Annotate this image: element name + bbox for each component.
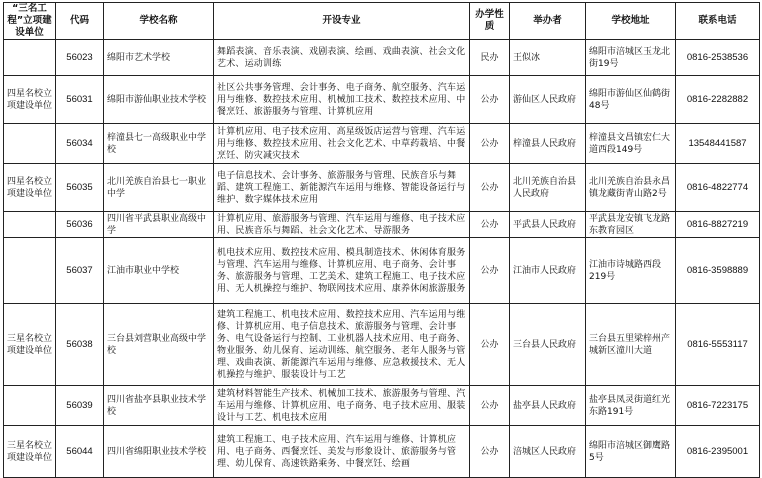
table-row (4, 76, 760, 124)
address-cell: 绵阳市涪城区玉龙北街19号 (586, 40, 676, 76)
address-cell: 绵阳市涪城区御鹰路5号 (586, 426, 676, 478)
phone-cell: 0816-8827219 (676, 212, 760, 238)
phone-cell: 0816-2282882 (676, 76, 760, 124)
majors-cell: 计算机应用、旅游服务与管理、汽车运用与维修、电子技术应用、民族音乐与舞蹈、社会文化艺术、导游服务 (214, 212, 470, 238)
header-nature: 办学性质 (470, 3, 510, 40)
phone-cell: 0816-5553117 (676, 304, 760, 386)
phone-cell: 13548441587 (676, 124, 760, 164)
majors-cell: 机电技术应用、数控技术应用、模具制造技术、休闲体育服务与管理、汽车运用与维修、计算机应用、电子商务、会计事务、旅游服务与管理、工艺美术、建筑工程施工、电子技术应用、无人机操控与维护、物联网技术应用、康养休闲旅游服务 (214, 238, 470, 304)
school-name-cell: 北川羌族自治县七一职业中学 (104, 164, 214, 212)
school-name-cell: 江油市职业中学校 (104, 238, 214, 304)
nature-cell: 公办 (470, 238, 510, 304)
unit-cell (4, 124, 56, 164)
organizer-cell: 江油市人民政府 (510, 238, 586, 304)
code-cell: 56031 (56, 76, 104, 124)
table-row (4, 426, 760, 478)
code-cell: 56038 (56, 304, 104, 386)
nature-cell: 公办 (470, 386, 510, 426)
phone-cell: 0816-3598889 (676, 238, 760, 304)
school-name-cell: 绵阳市游仙职业技术学校 (104, 76, 214, 124)
code-cell: 56039 (56, 386, 104, 426)
table-row (4, 40, 760, 76)
unit-cell: 三星名校立项建设单位 (4, 426, 56, 478)
nature-cell: 公办 (470, 124, 510, 164)
organizer-cell: 游仙区人民政府 (510, 76, 586, 124)
nature-cell: 公办 (470, 304, 510, 386)
organizer-cell: 盐亭县人民政府 (510, 386, 586, 426)
table-row (4, 386, 760, 426)
table-header-row (4, 3, 760, 40)
header-phone: 联系电话 (676, 3, 760, 40)
header-code: 代码 (56, 3, 104, 40)
code-cell: 56036 (56, 212, 104, 238)
unit-cell: 四星名校立项建设单位 (4, 76, 56, 124)
nature-cell: 公办 (470, 164, 510, 212)
school-name-cell: 绵阳市艺术学校 (104, 40, 214, 76)
address-cell: 梓潼县文昌镇宏仁大道西段149号 (586, 124, 676, 164)
code-cell: 56044 (56, 426, 104, 478)
address-cell: 平武县龙安镇飞龙路东教育园区 (586, 212, 676, 238)
school-name-cell: 四川省平武县职业高级中学 (104, 212, 214, 238)
header-unit: “三名工程”立项建设单位 (4, 3, 56, 40)
nature-cell: 公办 (470, 76, 510, 124)
school-name-cell: 三台县刘营职业高级中学校 (104, 304, 214, 386)
majors-cell: 社区公共事务管理、会计事务、电子商务、航空服务、汽车运用与维修、数控技术应用、机械加工技术、数控技术应用、中餐烹饪、旅游服务与管理、计算机应用 (214, 76, 470, 124)
school-name-cell: 四川省绵阳职业技术学校 (104, 426, 214, 478)
organizer-cell: 北川羌族自治县人民政府 (510, 164, 586, 212)
organizer-cell: 梓潼县人民政府 (510, 124, 586, 164)
phone-cell: 0816-2538536 (676, 40, 760, 76)
header-majors: 开设专业 (214, 3, 470, 40)
unit-cell: 三星名校立项建设单位 (4, 304, 56, 386)
header-name: 学校名称 (104, 3, 214, 40)
table-row (4, 124, 760, 164)
phone-cell: 0816-2395001 (676, 426, 760, 478)
phone-cell: 0816-7223175 (676, 386, 760, 426)
unit-cell: 四星名校立项建设单位 (4, 164, 56, 212)
unit-cell (4, 238, 56, 304)
organizer-cell: 平武县人民政府 (510, 212, 586, 238)
majors-cell: 建筑工程施工、电子技术应用、汽车运用与维修、计算机应用、电子商务、西餐烹饪、美发与形象设计、旅游服务与管理、幼儿保育、高速铁路乘务、中餐烹饪、绘画 (214, 426, 470, 478)
unit-cell (4, 386, 56, 426)
unit-cell (4, 212, 56, 238)
code-cell: 56034 (56, 124, 104, 164)
majors-cell: 计算机应用、电子技术应用、高星级饭店运营与管理、汽车运用与维修、数控技术应用、社会文化艺术、中草药栽培、中餐烹饪、防灾减灾技术 (214, 124, 470, 164)
table-row (4, 212, 760, 238)
school-table (3, 2, 760, 478)
nature-cell: 民办 (470, 40, 510, 76)
table-row (4, 304, 760, 386)
organizer-cell: 三台县人民政府 (510, 304, 586, 386)
address-cell: 北川羌族自治县永昌镇龙藏街青山路2号 (586, 164, 676, 212)
code-cell: 56035 (56, 164, 104, 212)
school-name-cell: 梓潼县七一高级职业中学校 (104, 124, 214, 164)
table-row (4, 164, 760, 212)
address-cell: 三台县五里梁梓州产城新区潼川大道 (586, 304, 676, 386)
address-cell: 绵阳市游仙区仙鹤街48号 (586, 76, 676, 124)
phone-cell: 0816-4822774 (676, 164, 760, 212)
header-address: 学校地址 (586, 3, 676, 40)
school-name-cell: 四川省盐亭县职业技术学校 (104, 386, 214, 426)
nature-cell: 公办 (470, 212, 510, 238)
unit-cell (4, 40, 56, 76)
majors-cell: 电子信息技术、会计事务、旅游服务与管理、民族音乐与舞蹈、建筑工程施工、新能源汽车运用与维修、智能设备运行与维护、数字媒体技术应用 (214, 164, 470, 212)
organizer-cell: 涪城区人民政府 (510, 426, 586, 478)
code-cell: 56037 (56, 238, 104, 304)
majors-cell: 舞蹈表演、音乐表演、戏剧表演、绘画、戏曲表演、社会文化艺术、运动训练 (214, 40, 470, 76)
nature-cell: 公办 (470, 426, 510, 478)
header-organizer: 举办者 (510, 3, 586, 40)
address-cell: 盐亭县凤灵街道红光东路191号 (586, 386, 676, 426)
majors-cell: 建筑材料智能生产技术、机械加工技术、旅游服务与管理、汽车运用与维修、计算机应用、电子商务、电子技术应用、服装设计与工艺、机电技术应用 (214, 386, 470, 426)
address-cell: 江油市诗城路西段219号 (586, 238, 676, 304)
code-cell: 56023 (56, 40, 104, 76)
organizer-cell: 王似冰 (510, 40, 586, 76)
majors-cell: 建筑工程施工、机电技术应用、数控技术应用、汽车运用与维修、计算机应用、电子信息技术、旅游服务与管理、会计事务、电气设备运行与控制、工业机器人技术应用、电子商务、物业服务、幼儿保育、运动训练、航空服务、老年人服务与管理、戏曲表演、新能源汽车运用与维修、应急救援技术、无人机操控与维护、服装设计与工艺 (214, 304, 470, 386)
table-row (4, 238, 760, 304)
